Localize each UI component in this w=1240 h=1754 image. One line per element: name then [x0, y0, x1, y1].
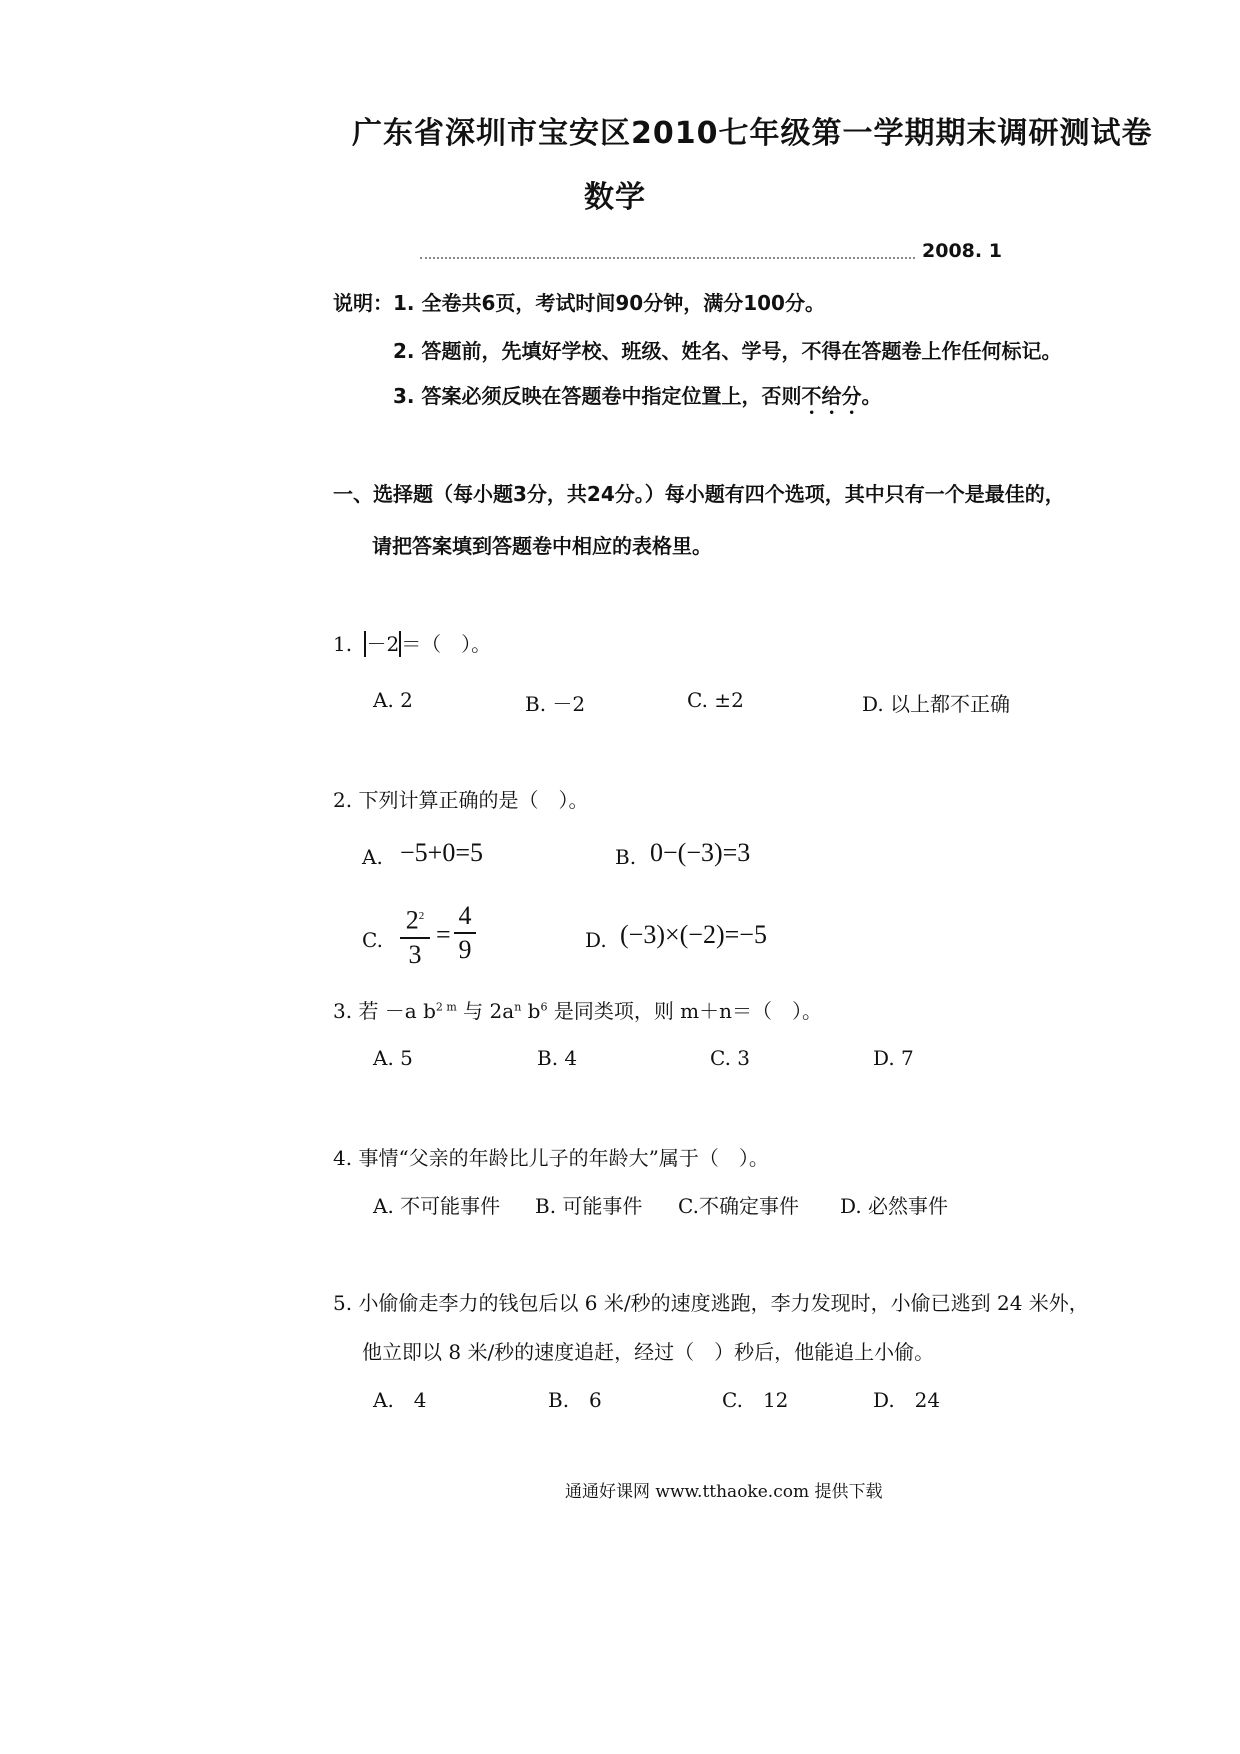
question-4-stem: 4. 事情“父亲的年龄比儿子的年龄大”属于（ ）。 [333, 1146, 769, 1170]
question-1-number: 1. [333, 632, 353, 656]
question-3-option-a: A. 5 [373, 1046, 413, 1070]
instructions-label: 说明： [333, 291, 393, 315]
question-2-fraction-left [398, 900, 432, 971]
instruction-item-3 [393, 380, 881, 419]
question-5-option-b: B. 6 [548, 1388, 602, 1412]
question-1-rest: ＝（ ）。 [401, 632, 492, 656]
question-2-option-c-label: C. [362, 928, 383, 952]
question-2-option-d-label: D. [585, 928, 607, 952]
footer-source: 通通好课网 www.tthaoke.com 提供下载 [565, 1482, 883, 1502]
question-3-exp-1: 2 m [435, 1000, 457, 1014]
question-2-option-d-expr: (−3)×(−2)=−5 [620, 920, 767, 949]
question-1-option-b: B. －2 [525, 692, 586, 716]
question-4-option-c: C.不确定事件 [678, 1194, 799, 1218]
fraction-left-exponent: 2 [418, 910, 425, 922]
question-5-line-1: 5. 小偷偷走李力的钱包后以 6 米/秒的速度逃跑，李力发现时，小偷已逃到 24 米外， [333, 1291, 1089, 1315]
question-1-option-c: C. ±2 [687, 688, 744, 712]
question-5-line-2: 他立即以 8 米/秒的速度追赶，经过（ ）秒后，他能追上小偷。 [362, 1340, 935, 1364]
question-1-stem [333, 628, 491, 657]
question-5-option-a: A. 4 [373, 1388, 427, 1412]
exam-title: 广东省深圳市宝安区2010七年级第一学期期末调研测试卷 [352, 116, 1153, 151]
section1-heading-line2: 请把答案填到答题卷中相应的表格里。 [372, 534, 712, 558]
question-3-post: 是同类项，则 m＋n＝（ ）。 [547, 999, 823, 1023]
question-4-option-b: B. 可能事件 [535, 1194, 643, 1218]
question-2-option-a-label: A. [362, 845, 383, 869]
question-3-option-d: D. 7 [873, 1046, 914, 1070]
question-2-option-a-expr: −5+0=5 [400, 838, 483, 867]
question-5-option-d: D. 24 [873, 1388, 941, 1412]
question-5-option-c: C. 12 [722, 1388, 789, 1412]
question-3-exp-3: 6 [540, 1000, 548, 1014]
question-2-option-c-equals: = [436, 920, 451, 949]
instruction-item-3-text: 3. 答案必须反映在答题卷中指定位置上，否则 [393, 384, 802, 408]
question-2-stem: 2. 下列计算正确的是（ ）。 [333, 788, 589, 812]
question-2-fraction-right [452, 900, 478, 966]
question-2-option-b-label: B. [615, 845, 637, 869]
instruction-item-3-end: 。 [861, 384, 882, 408]
exam-date: 2008. 1 [922, 240, 1002, 262]
question-2-option-b-expr: 0−(−3)=3 [650, 838, 751, 867]
section1-heading-line1: 一、选择题（每小题3分，共24分。）每小题有四个选项，其中只有一个是最佳的， [333, 482, 1065, 506]
question-1-option-d: D. 以上都不正确 [862, 692, 1011, 716]
question-3-exp-2: n [514, 1000, 522, 1014]
question-4-option-a: A. 不可能事件 [373, 1194, 501, 1218]
question-4-option-d: D. 必然事件 [840, 1194, 949, 1218]
subject-title: 数学 [584, 180, 646, 215]
question-3-mid: 与 2a [456, 999, 515, 1023]
instruction-item-2: 2. 答题前，先填好学校、班级、姓名、学号，不得在答题卷上作任何标记。 [393, 339, 1062, 363]
dotted-divider [420, 257, 915, 261]
fraction-left-numerator: $2^2$ [405, 905, 425, 935]
fraction-left-denominator: 3 [408, 939, 422, 969]
question-3-mid2: b [521, 999, 541, 1023]
fraction-right-denominator: 9 [458, 935, 472, 964]
question-3-option-b: B. 4 [537, 1046, 578, 1070]
instruction-item-3-emphasis: 不给分 [801, 384, 862, 408]
instruction-item-1: 1. 全卷共6页，考试时间90分钟，满分100分。 [393, 291, 825, 315]
fraction-right-numerator: 4 [458, 901, 472, 930]
question-1-option-a: A. 2 [373, 688, 413, 712]
question-3-pre: 3. 若 －a b [333, 999, 436, 1023]
question-1-abs-value: －2 [366, 632, 400, 656]
question-3-option-c: C. 3 [710, 1046, 751, 1070]
question-3-stem [333, 995, 822, 1024]
